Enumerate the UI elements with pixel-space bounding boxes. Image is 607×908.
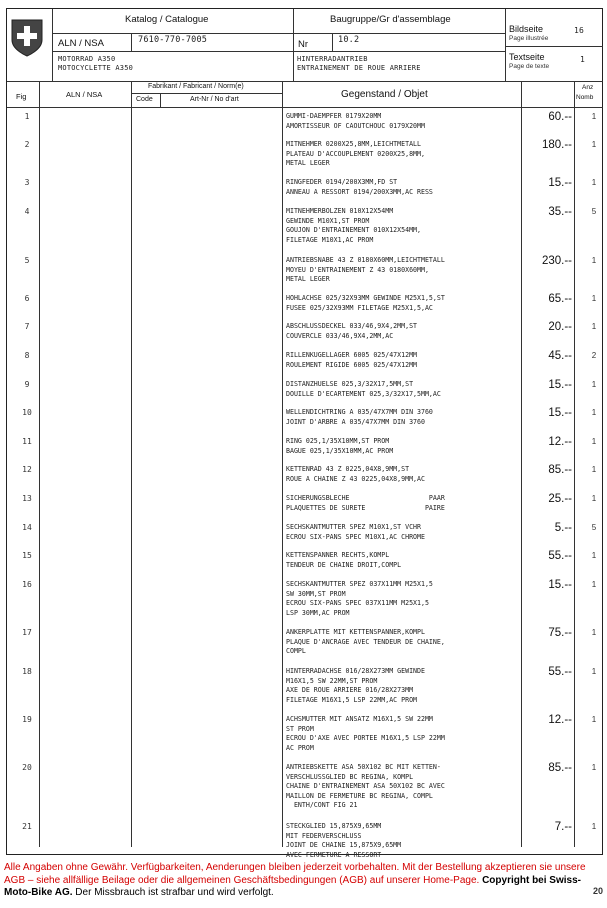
bildseite-sub: Page illustrée xyxy=(509,35,549,42)
part-quantity: 1 xyxy=(591,294,597,303)
part-price: 12.-- xyxy=(548,436,572,448)
group-de: HINTERRADANTRIEB xyxy=(297,55,368,63)
fig-number: 3 xyxy=(24,178,30,187)
fig-number: 9 xyxy=(24,380,30,389)
part-price: 15.-- xyxy=(548,407,572,419)
part-price: 20.-- xyxy=(548,321,572,333)
part-description: MITNEHMERBOLZEN 010X12X54MM GEWINDE M10X1,ST PROM GOUJON D'ENTRAINEMENT 010X12X54MM, FILETAGE M10X1,AC PROM xyxy=(286,207,421,244)
part-quantity: 5 xyxy=(591,523,597,532)
part-price: 12.-- xyxy=(548,714,572,726)
part-price: 5.-- xyxy=(554,522,572,534)
part-description: RING 025,1/35X10MM,ST PROM BAGUE 025,1/35X10MM,AC PROM xyxy=(286,437,394,455)
part-quantity: 1 xyxy=(591,628,597,637)
part-price: 15.-- xyxy=(548,579,572,591)
part-quantity: 1 xyxy=(591,667,597,676)
part-description: ANKERPLATTE MIT KETTENSPANNER,KOMPL PLAQUE D'ANCRAGE AVEC TENDEUR DE CHAINE, COMPL xyxy=(286,628,445,655)
fig-number: 14 xyxy=(22,523,32,532)
group-fr: ENTRAINEMENT DE ROUE ARRIERE xyxy=(297,64,421,72)
part-description: ANTRIEBSKETTE ASA 50X102 BC MIT KETTEN- VERSCHLUSSGLIED BC REGINA, KOMPL CHAINE D'ENTRAINEMENT ASA 50X102 BC AVEC MAILLON DE FERMETURE BC REGINA, COMPL ENTH/CONT FIG 21 xyxy=(286,763,445,809)
bildseite-label: Bildseite xyxy=(509,24,544,34)
bildseite-value: 16 xyxy=(574,26,585,35)
part-price: 180.-- xyxy=(541,139,572,151)
nr-value: 10.2 xyxy=(338,35,360,45)
part-quantity: 1 xyxy=(591,763,597,772)
col-artnr: Art-Nr / No d'art xyxy=(190,96,239,103)
part-quantity: 5 xyxy=(591,207,597,216)
col-anz: Anz xyxy=(582,84,594,91)
fig-number: 13 xyxy=(22,494,32,503)
model-fr: MOTOCYCLETTE A350 xyxy=(58,64,134,72)
part-price: 15.-- xyxy=(548,177,572,189)
part-description: HOHLACHSE 025/32X93MM GEWINDE M25X1,5,ST FUSEE 025/32X93MM FILETAGE M25X1,5,AC xyxy=(286,294,445,312)
part-description: ANTRIEBSNABE 43 Z 0180X60MM,LEICHTMETALL MOYEU D'ENTRAINEMENT Z 43 0180X60MM, METAL LEGER xyxy=(286,256,445,283)
part-price: 55.-- xyxy=(548,666,572,678)
part-description: ABSCHLUSSDECKEL 033/46,9X4,2MM,ST COUVERCLE 033/46,9X4,2MM,AC xyxy=(286,322,418,340)
part-description: HINTERRADACHSE 016/28X273MM GEWINDE M16X1,5 SW 22MM,ST PROM AXE DE ROUE ARRIERE 016/28X273MM FILETAGE M16X1,5 LSP 22MM,AC PROM xyxy=(286,667,425,704)
part-description: SECHSKANTMUTTER SPEZ M10X1,ST VCHR ECROU SIX-PANS SPEC M10X1,AC CHROME xyxy=(286,523,425,541)
part-description: STECKGLIED 15,875X9,65MM MIT FEDERVERSCHLUSS JOINT DE CHAINE 15,875X9,65MM AVEC FERMETURE A RESSORT xyxy=(286,822,402,859)
fig-number: 6 xyxy=(24,294,30,303)
part-quantity: 1 xyxy=(591,112,597,121)
fig-number: 18 xyxy=(22,667,32,676)
part-quantity: 1 xyxy=(591,380,597,389)
part-description: RILLENKUGELLAGER 6005 025/47X12MM ROULEMENT RIGIDE 6005 025/47X12MM xyxy=(286,351,418,369)
part-quantity: 1 xyxy=(591,408,597,417)
part-price: 45.-- xyxy=(548,350,572,362)
part-quantity: 2 xyxy=(591,351,597,360)
fig-number: 10 xyxy=(22,408,32,417)
part-price: 15.-- xyxy=(548,379,572,391)
fig-number: 2 xyxy=(24,140,30,149)
copyright-text: Copyright bei Swiss-Moto-Bike AG. xyxy=(4,874,581,898)
textseite-value: 1 xyxy=(580,55,586,64)
aln-label: ALN / NSA xyxy=(58,38,104,49)
col-code: Code xyxy=(136,96,153,103)
fig-number: 15 xyxy=(22,551,32,560)
page-mark: 20 xyxy=(593,886,604,896)
group-label: Baugruppe/Gr d'assemblage xyxy=(330,14,451,25)
fig-number: 8 xyxy=(24,351,30,360)
part-quantity: 1 xyxy=(591,580,597,589)
fig-number: 19 xyxy=(22,715,32,724)
part-quantity: 1 xyxy=(591,715,597,724)
part-price: 65.-- xyxy=(548,293,572,305)
nr-label: Nr xyxy=(298,39,309,50)
part-quantity: 1 xyxy=(591,465,597,474)
fig-number: 5 xyxy=(24,256,30,265)
part-description: MITNEHMER 0200X25,8MM,LEICHTMETALL PLATEAU D'ACCOUPLEMENT 0200X25,8MM, METAL LEGER xyxy=(286,140,425,167)
fig-number: 17 xyxy=(22,628,32,637)
part-description: WELLENDICHTRING A 035/47X7MM DIN 3760 JOINT D'ARBRE A 035/47X7MM DIN 3760 xyxy=(286,408,433,426)
part-price: 85.-- xyxy=(548,464,572,476)
textseite-sub: Page de texte xyxy=(509,63,550,70)
part-price: 60.-- xyxy=(548,111,572,123)
aln-value: 7610-770-7005 xyxy=(138,35,208,45)
part-price: 230.-- xyxy=(541,255,572,267)
part-quantity: 1 xyxy=(591,494,597,503)
fig-number: 16 xyxy=(22,580,32,589)
part-quantity: 1 xyxy=(591,322,597,331)
part-quantity: 1 xyxy=(591,140,597,149)
fig-number: 12 xyxy=(22,465,32,474)
swiss-cross-shield-icon xyxy=(10,18,44,58)
fig-number: 1 xyxy=(24,112,30,121)
disclaimer-text: Alle Angaben ohne Gewähr. Verfügbarkeiten, Aenderungen bleiben jederzeit vorbehalten. Mit der Bestellung akzeptieren sie unsere AGB – siehe allfällige Beilage oder die allgemeinen Geschäftsbedingungen (AGB) auf unserer Home-Page. xyxy=(4,862,586,886)
col-gegenstand: Gegenstand / Objet xyxy=(341,89,428,100)
misuse-text: Der Missbrauch ist strafbar und wird verfolgt. xyxy=(75,887,274,898)
part-description: KETTENRAD 43 Z 0225,04X8,9MM,ST ROUE A CHAINE Z 43 0225,04X8,9MM,AC xyxy=(286,465,425,483)
textseite-label: Textseite xyxy=(509,52,545,62)
part-description: SECHSKANTMUTTER SPEZ 037X11MM M25X1,5 SW 30MM,ST PROM ECROU SIX-PANS SPEC 037X11MM M25X1,5 LSP 30MM,AC PROM xyxy=(286,580,433,617)
part-description: DISTANZHUELSE 025,3/32X17,5MM,ST DOUILLE D'ECARTEMENT 025,3/32X17,5MM,AC xyxy=(286,380,441,398)
part-description: SICHERUNGSBLECHE PAAR PLAQUETTES DE SURETE PAIRE xyxy=(286,494,445,512)
part-description: GUMMI-DAEMPFER 0179X20MM AMORTISSEUR OF CAOUTCHOUC 0179X20MM xyxy=(286,112,425,130)
part-price: 55.-- xyxy=(548,550,572,562)
part-quantity: 1 xyxy=(591,178,597,187)
part-quantity: 1 xyxy=(591,551,597,560)
model-de: MOTORRAD A350 xyxy=(58,55,116,63)
fig-number: 20 xyxy=(22,763,32,772)
fig-number: 21 xyxy=(22,822,32,831)
part-price: 85.-- xyxy=(548,762,572,774)
part-description: ACHSMUTTER MIT ANSATZ M16X1,5 SW 22MM ST PROM ECROU D'AXE AVEC PORTEE M16X1,5 LSP 22MM AC PROM xyxy=(286,715,445,752)
part-price: 75.-- xyxy=(548,627,572,639)
col-fabrikant: Fabrikant / Fabricant / Norm(e) xyxy=(148,83,244,90)
part-quantity: 1 xyxy=(591,822,597,831)
fig-number: 7 xyxy=(24,322,30,331)
part-quantity: 1 xyxy=(591,437,597,446)
part-description: RINGFEDER 0194/200X3MM,FD ST ANNEAU A RESSORT 0194/200X3MM,AC RESS xyxy=(286,178,433,196)
col-nomb: Nomb xyxy=(576,94,594,101)
col-aln: ALN / NSA xyxy=(66,90,103,99)
part-description: KETTENSPANNER RECHTS,KOMPL TENDEUR DE CHAINE DROIT,COMPL xyxy=(286,551,402,569)
col-fig: Fig xyxy=(16,92,27,101)
disclaimer-footer xyxy=(4,862,602,900)
catalog-label: Katalog / Catalogue xyxy=(125,14,209,25)
part-price: 7.-- xyxy=(554,821,572,833)
part-price: 25.-- xyxy=(548,493,572,505)
fig-number: 4 xyxy=(24,207,30,216)
part-quantity: 1 xyxy=(591,256,597,265)
part-price: 35.-- xyxy=(548,206,572,218)
fig-number: 11 xyxy=(22,437,32,446)
